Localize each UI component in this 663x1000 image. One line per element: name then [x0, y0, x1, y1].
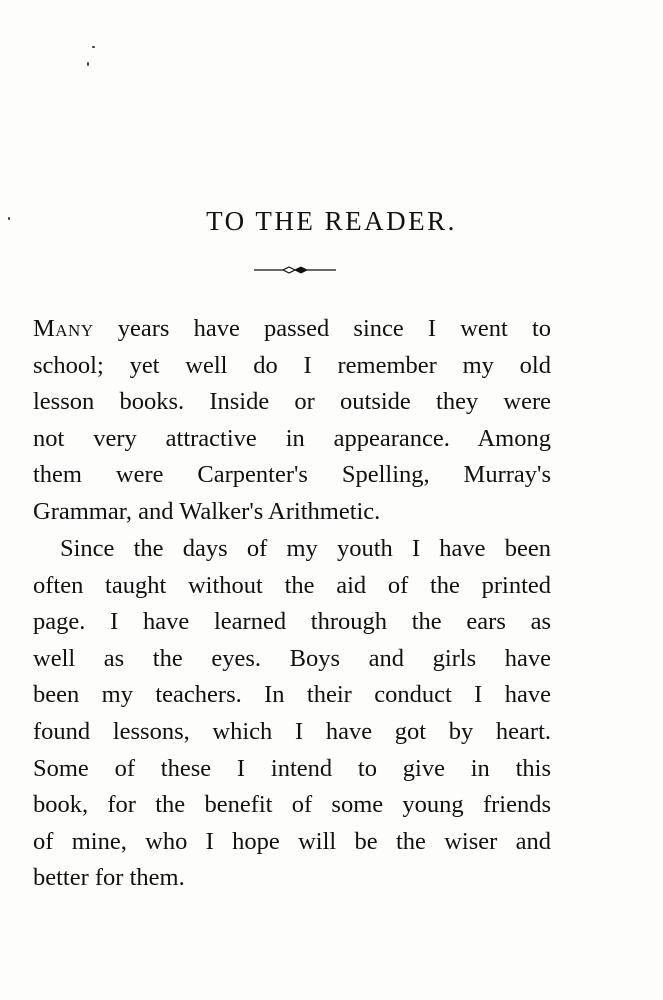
paragraph-1-line-1 — [33, 311, 551, 348]
text-line: Since the days of my youth I have been — [60, 535, 551, 562]
text-line: page. I have learned through the ears as — [33, 608, 551, 636]
print-speck — [92, 46, 95, 48]
text-line: often taught without the aid of the printed — [33, 571, 551, 599]
text-line: Grammar, and Walker's Arithmetic. — [33, 497, 381, 525]
lead-word: Many — [33, 315, 94, 342]
text-line: not very attractive in appearance. Among — [33, 424, 551, 452]
print-speck — [87, 62, 89, 66]
text-line: been my teachers. In their conduct I have — [33, 681, 551, 709]
text-line: book, for the benefit of some young friends — [33, 791, 551, 819]
text-line: of mine, who I hope will be the wiser and — [33, 827, 551, 855]
text-line: Some of these I intend to give in this — [33, 754, 551, 782]
paragraph-2 — [33, 531, 551, 897]
page-heading: TO THE READER. — [206, 206, 457, 236]
text-line: them were Carpenter's Spelling, Murray's — [33, 461, 551, 489]
text-line: found lessons, which I have got by heart. — [33, 717, 551, 745]
ornament-divider — [254, 264, 336, 276]
text-line: school; yet well do I remember my old — [33, 351, 551, 379]
text-line: years have passed since I went to — [117, 315, 552, 342]
text-line: better for them. — [33, 864, 185, 892]
text-line: well as the eyes. Boys and girls have — [33, 644, 551, 672]
text-line: lesson books. Inside or outside they were — [33, 388, 551, 416]
paragraph-1 — [33, 311, 551, 531]
